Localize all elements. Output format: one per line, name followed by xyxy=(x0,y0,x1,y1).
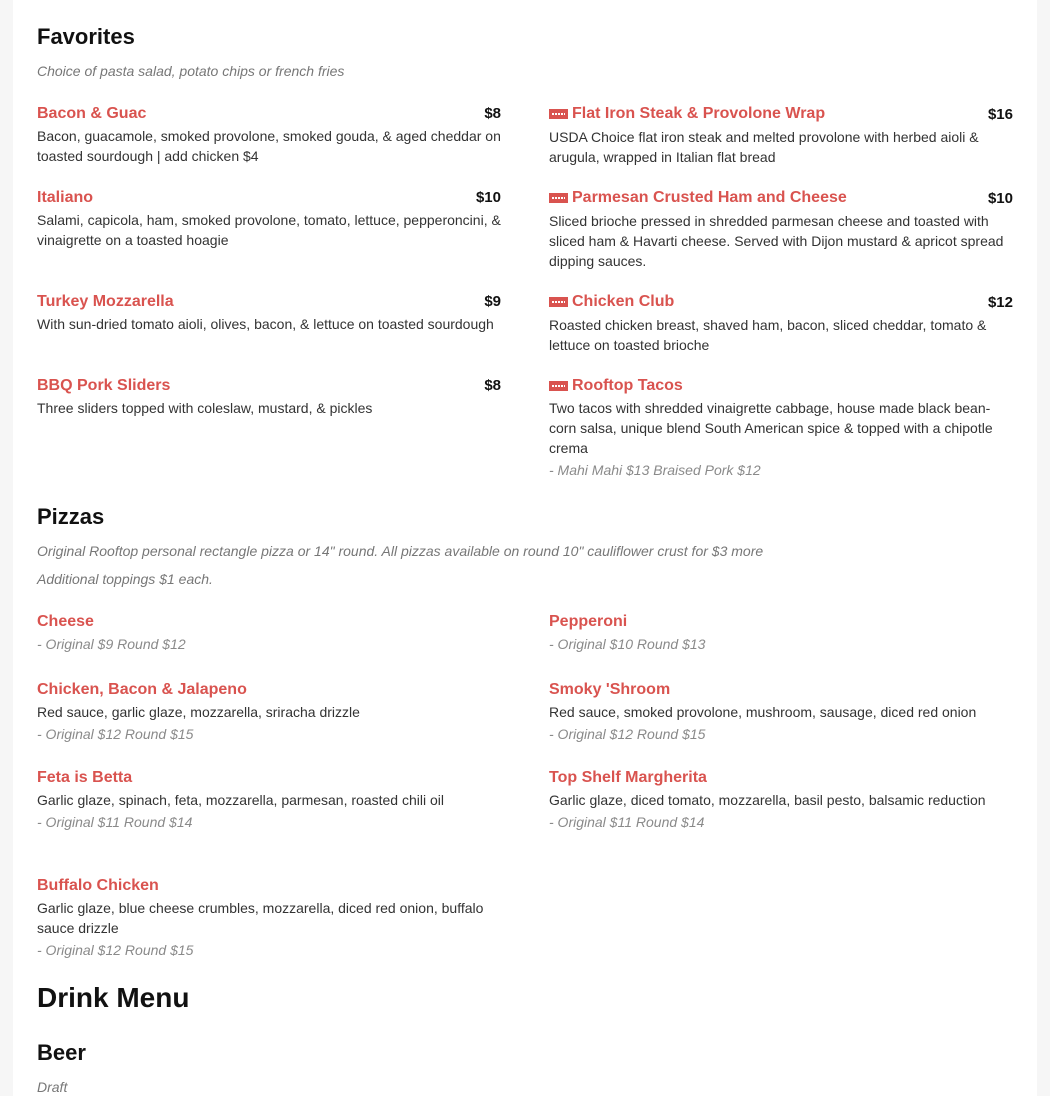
menu-item[interactable] xyxy=(37,876,501,960)
item-variants: - Original $11 Round $14 xyxy=(37,814,193,830)
item-variants: - Original $12 Round $15 xyxy=(549,726,706,742)
new-badge-icon xyxy=(549,297,568,307)
item-description: Garlic glaze, spinach, feta, mozzarella, parmesan, roasted chili oil xyxy=(37,792,444,808)
item-description: USDA Choice flat iron steak and melted provolone with herbed aioli & arugula, wrapped in Italian flat bread xyxy=(549,129,979,165)
menu-item[interactable] xyxy=(549,612,1013,654)
item-variants: - Mahi Mahi $13 Braised Pork $12 xyxy=(549,462,761,478)
menu-item[interactable] xyxy=(37,612,501,654)
drink-menu-title: Drink Menu xyxy=(37,982,190,1013)
item-description: Sliced brioche pressed in shredded parmesan cheese and toasted with sliced ham & Havarti cheese. Served with Dijon mustard & apricot spread dipping sauces. xyxy=(549,213,1004,269)
pizzas-toppings-note: Additional toppings $1 each. xyxy=(37,571,213,587)
menu-item[interactable] xyxy=(549,680,1013,744)
section-title-pizzas: Pizzas xyxy=(37,504,105,529)
item-description: With sun-dried tomato aioli, olives, bacon, & lettuce on toasted sourdough xyxy=(37,316,494,332)
menu-item[interactable] xyxy=(37,188,501,250)
item-name: Italiano xyxy=(37,189,94,206)
item-name: Turkey Mozzarella xyxy=(37,293,174,310)
item-name: Top Shelf Margherita xyxy=(549,769,707,786)
section-title-favorites: Favorites xyxy=(37,24,135,49)
item-price: $8 xyxy=(484,105,501,122)
favorites-note: Choice of pasta salad, potato chips or french fries xyxy=(37,63,345,79)
item-price: $8 xyxy=(484,377,501,394)
menu-item[interactable] xyxy=(549,768,1013,832)
item-description: Three sliders topped with coleslaw, mustard, & pickles xyxy=(37,400,373,416)
item-price: $10 xyxy=(987,190,1013,207)
item-name: Pepperoni xyxy=(549,613,628,630)
item-name: Rooftop Tacos xyxy=(572,377,683,394)
new-badge-icon xyxy=(549,193,568,203)
menu-item[interactable] xyxy=(37,680,501,744)
item-price: $9 xyxy=(484,293,501,310)
item-price: $16 xyxy=(987,106,1013,123)
item-variants: - Original $12 Round $15 xyxy=(37,726,194,742)
item-name: Smoky 'Shroom xyxy=(549,681,671,698)
item-name: Chicken Club xyxy=(572,293,675,310)
item-description: Garlic glaze, diced tomato, mozzarella, basil pesto, balsamic reduction xyxy=(549,792,986,808)
draft-note: Draft xyxy=(37,1079,68,1095)
item-name: BBQ Pork Sliders xyxy=(37,377,171,394)
item-description: Red sauce, smoked provolone, mushroom, sausage, diced red onion xyxy=(549,704,977,720)
menu-item[interactable] xyxy=(37,376,501,418)
item-description: Bacon, guacamole, smoked provolone, smoked gouda, & aged cheddar on toasted sourdough | add chicken $4 xyxy=(37,128,501,164)
menu-item[interactable] xyxy=(37,768,501,832)
menu-item[interactable] xyxy=(549,104,1013,167)
item-description: Garlic glaze, blue cheese crumbles, mozzarella, diced red onion, buffalo sauce drizzle xyxy=(37,900,484,936)
item-name: Bacon & Guac xyxy=(37,105,147,122)
item-variants: - Original $12 Round $15 xyxy=(37,942,194,958)
item-name: Parmesan Crusted Ham and Cheese xyxy=(572,189,847,206)
section-title-beer: Beer xyxy=(37,1040,86,1065)
item-variants: - Original $11 Round $14 xyxy=(549,814,705,830)
item-price: $10 xyxy=(475,189,501,206)
new-badge-icon xyxy=(549,109,568,119)
menu-page xyxy=(13,0,1037,1096)
item-description: Two tacos with shredded vinaigrette cabbage, house made black bean-corn salsa, unique blend South American spice & topped with a chipotle crema xyxy=(549,400,993,456)
item-description: Salami, capicola, ham, smoked provolone, tomato, lettuce, pepperoncini, & vinaigrette on a toasted hoagie xyxy=(37,212,501,248)
item-description: Roasted chicken breast, shaved ham, bacon, sliced cheddar, tomato & lettuce on toasted brioche xyxy=(549,317,987,353)
item-name: Feta is Betta xyxy=(37,769,133,786)
item-name: Cheese xyxy=(37,613,94,630)
item-name: Buffalo Chicken xyxy=(37,877,159,894)
menu-item[interactable] xyxy=(549,292,1013,355)
item-name: Flat Iron Steak & Provolone Wrap xyxy=(572,105,826,122)
new-badge-icon xyxy=(549,381,568,391)
pizzas-note: Original Rooftop personal rectangle pizza or 14" round. All pizzas available on round 10" cauliflower crust for $3 more xyxy=(37,543,764,559)
menu-item[interactable] xyxy=(549,188,1013,271)
menu-item[interactable] xyxy=(549,376,1013,480)
menu-item[interactable] xyxy=(37,292,501,334)
item-description: Red sauce, garlic glaze, mozzarella, sriracha drizzle xyxy=(37,704,360,720)
menu-item[interactable] xyxy=(37,104,501,166)
item-name: Chicken, Bacon & Jalapeno xyxy=(37,681,247,698)
item-variants: - Original $9 Round $12 xyxy=(37,636,186,652)
item-variants: - Original $10 Round $13 xyxy=(549,636,706,652)
item-price: $12 xyxy=(987,294,1013,311)
